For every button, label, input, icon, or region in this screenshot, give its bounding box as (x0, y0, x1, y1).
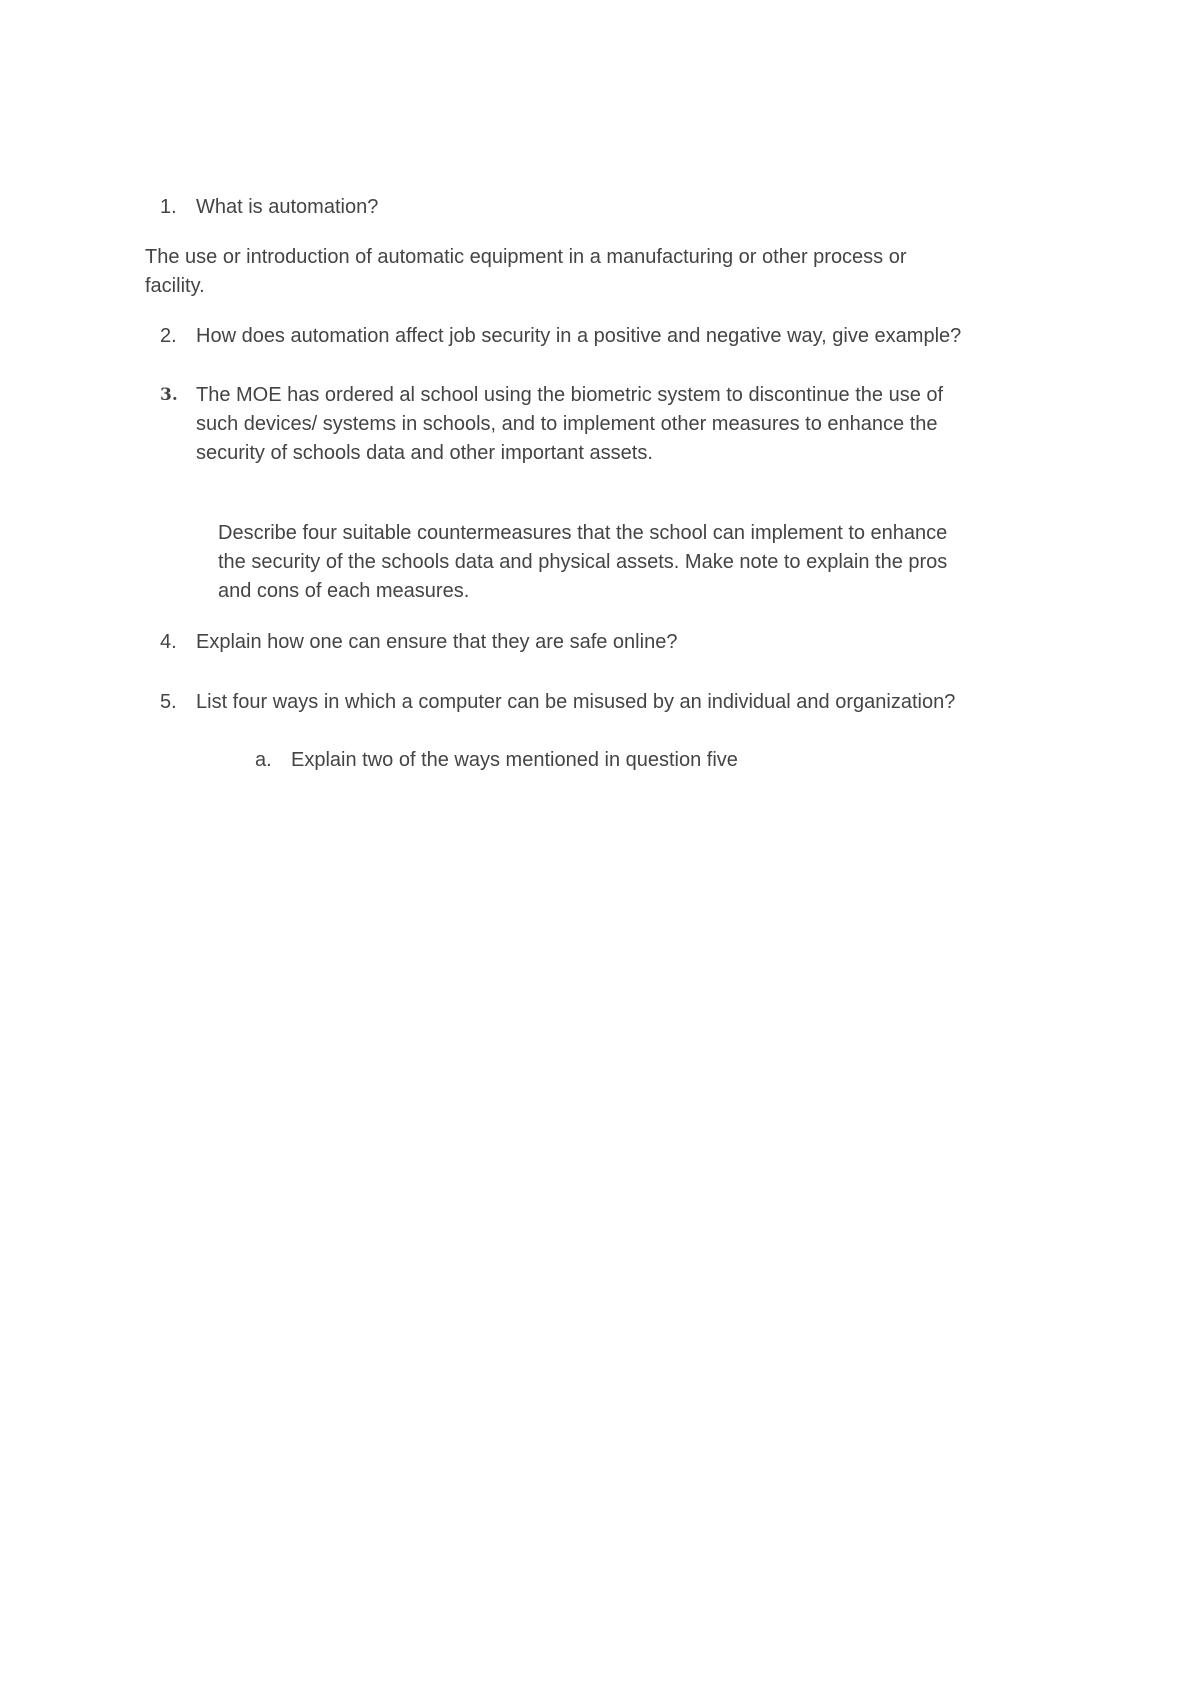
question-number: 4. (160, 631, 177, 653)
question-number: 1. (160, 196, 177, 218)
answer-1: The use or introduction of automatic equipment in a manufacturing or other process or facility. (145, 246, 907, 297)
question-3-description: Describe four suitable countermeasures that the school can implement to enhance the security of the schools data and physical assets. Make note to explain the pros and cons of each measures. (218, 522, 948, 602)
question-number: 5. (160, 691, 177, 713)
subitem-text: Explain two of the ways mentioned in question five (291, 749, 738, 771)
subitem-letter: a. (255, 749, 272, 771)
question-text: How does automation affect job security in a positive and negative way, give example? (196, 325, 962, 347)
question-text: List four ways in which a computer can be misused by an individual and organization? (196, 691, 956, 713)
question-number: 2. (160, 325, 177, 347)
question-number: 3. (160, 385, 178, 405)
question-text: Explain how one can ensure that they are safe online? (196, 631, 678, 653)
question-text: The MOE has ordered al school using the biometric system to discontinue the use of such devices/ systems in schools, and to implement other measures to enhance the security of schools data and other important assets. (196, 384, 944, 464)
question-text: What is automation? (196, 196, 379, 218)
